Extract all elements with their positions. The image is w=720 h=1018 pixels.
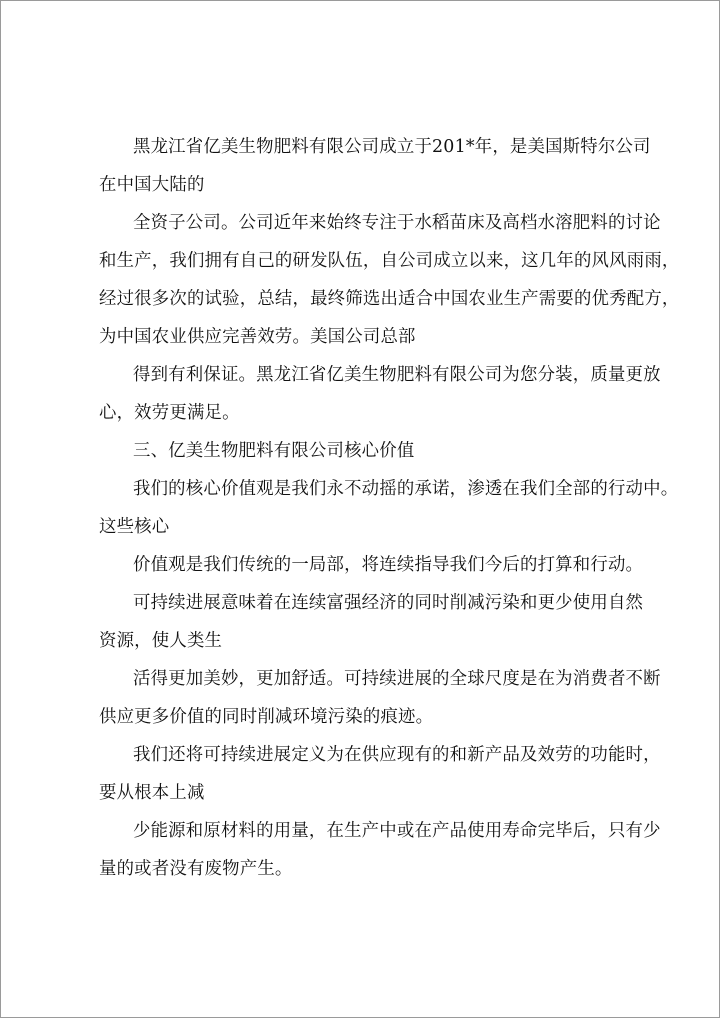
section-heading: 三、亿美生物肥料有限公司核心价值 bbox=[133, 441, 415, 461]
paragraph-line: 少能源和原材料的用量，在生产中或在产品使用寿命完毕后，只有少 bbox=[133, 821, 661, 841]
paragraph-line: 我们还将可持续进展定义为在供应现有的和新产品及效劳的功能时， bbox=[133, 745, 661, 765]
paragraph-line: 价值观是我们传统的一局部，将连续指导我们今后的打算和行动。 bbox=[133, 555, 644, 575]
paragraph-line: 要从根本上减 bbox=[99, 783, 205, 803]
paragraph-line: 经过很多次的试验，总结，最终筛选出适合中国农业生产需要的优秀配方， bbox=[99, 289, 680, 309]
paragraph-line: 我们的核心价值观是我们永不动摇的承诺，渗透在我们全部的行动中。 bbox=[133, 479, 679, 499]
paragraph-line: 这些核心 bbox=[99, 517, 170, 537]
paragraph-line: 在中国大陆的 bbox=[99, 175, 205, 195]
paragraph-line: 全资子公司。公司近年来始终专注于水稻苗床及高档水溶肥料的讨论 bbox=[133, 213, 661, 233]
paragraph-line: 资源，使人类生 bbox=[99, 631, 223, 651]
paragraph-line: 心，效劳更满足。 bbox=[99, 403, 240, 423]
paragraph-line: 可持续进展意味着在连续富强经济的同时削减污染和更少使用自然 bbox=[133, 593, 644, 613]
paragraph-line: 供应更多价值的同时削减环境污染的痕迹。 bbox=[99, 707, 434, 727]
paragraph-line: 得到有利保证。黑龙江省亿美生物肥料有限公司为您分装，质量更放 bbox=[133, 365, 661, 385]
paragraph-line: 活得更加美妙，更加舒适。可持续进展的全球尺度是在为消费者不断 bbox=[133, 669, 661, 689]
paragraph-line: 和生产，我们拥有自己的研发队伍，自公司成立以来，这几年的风风雨雨， bbox=[99, 251, 680, 271]
paragraph-line: 量的或者没有废物产生。 bbox=[99, 859, 293, 879]
paragraph-line: 黑龙江省亿美生物肥料有限公司成立于201*年，是美国斯特尔公司 bbox=[133, 137, 651, 157]
paragraph-line: 为中国农业供应完善效劳。美国公司总部 bbox=[99, 327, 416, 347]
